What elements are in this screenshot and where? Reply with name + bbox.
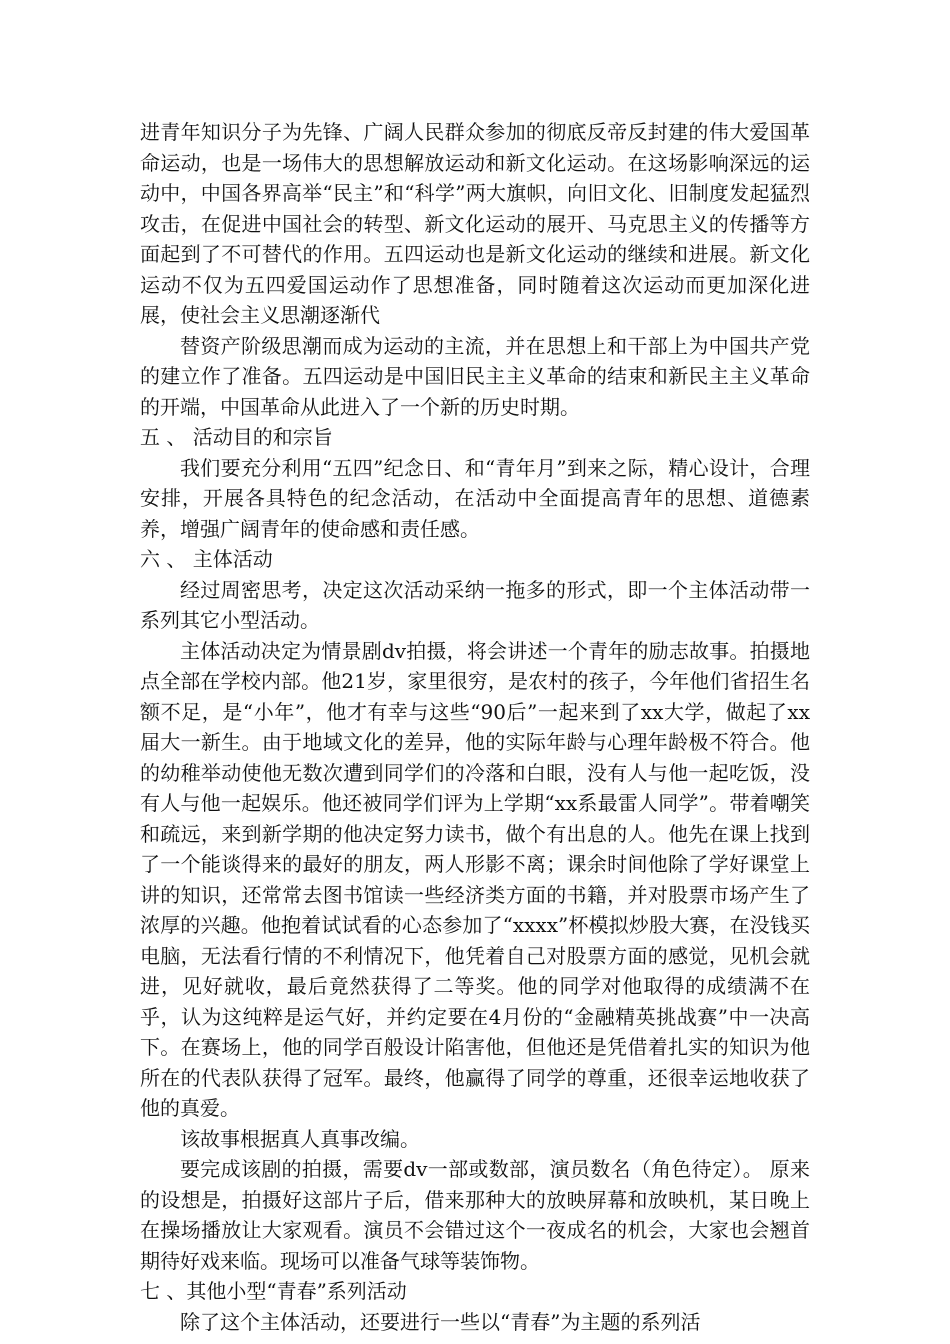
paragraph-filming-requirements: 要完成该剧的拍摄，需要dv一部或数部，演员数名（角色待定）。 原来的设想是，拍摄好这部片子后，借来那种大的放映屏幕和放映机，某日晚上在操场播放让大家观看。演员不会错过这个一夜成名的机会，大家也会翘首期待好戏来临。现场可以准备气球等装饰物。 — [140, 1157, 810, 1273]
paragraph-may-fourth-intro: 进青年知识分子为先锋、广阔人民群众参加的彻底反帝反封建的伟大爱国革命运动，也是一场伟大的思想解放运动和新文化运动。在这场影响深远的运动中，中国各界高举“民主”和“科学”两大旗帜，向旧文化、旧制度发起猛烈攻击，在促进中国社会的转型、新文化运动的展开、马克思主义的传播等方面起到了不可替代的作用。五四运动也是新文化运动的继续和进展。新文化运动不仅为五四爱国运动作了思想准备，同时随着这次运动而更加深化进展，使社会主义思潮逐渐代 — [140, 120, 810, 327]
paragraph-purpose: 我们要充分利用“五四”纪念日、和“青年月”到来之际，精心设计，合理安排，开展各具特色的纪念活动，在活动中全面提高青年的思想、道德素养，增强广阔青年的使命感和责任感。 — [140, 455, 810, 541]
paragraph-may-fourth-significance: 替资产阶级思潮而成为运动的主流，并在思想上和干部上为中国共产党的建立作了准备。五四运动是中国旧民主主义革命的结束和新民主主义革命的开端，中国革命从此进入了一个新的历史时期。 — [140, 333, 810, 419]
section-heading-other-activities: 七 、其他小型“青春”系列活动 — [140, 1279, 407, 1303]
paragraph-other-activities: 除了这个主体活动，还要进行一些以“青春”为主题的系列活 — [180, 1309, 701, 1334]
section-heading-main-activity: 六 、 主体活动 — [140, 547, 273, 571]
paragraph-story: 主体活动决定为情景剧dv拍摄，将会讲述一个青年的励志故事。拍摄地点全部在学校内部。他21岁，家里很穷，是农村的孩子，今年他们省招生名额不足，是“小年”，他才有幸与这些“90后”一起来到了xx大学，做起了xx届大一新生。由于地域文化的差异，他的实际年龄与心理年龄极不符合。他的幼稚举动使他无数次遭到同学们的冷落和白眼，没有人与他一起吃饭，没有人与他一起娱乐。他还被同学们评为上学期“xx系最雷人同学”。带着嘲笑和疏远，来到新学期的他决定努力读书，做个有出息的人。他先在课上找到了一个能谈得来的最好的朋友，两人形影不离；课余时间他除了学好课堂上讲的知识，还常常去图书馆读一些经济类方面的书籍，并对股票市场产生了浓厚的兴趣。他抱着试试看的心态参加了“xxxx”杯模拟炒股大赛，在没钱买电脑，无法看行情的不利情况下，他凭着自己对股票方面的感觉，见机会就进，见好就收，最后竟然获得了二等奖。他的同学对他取得的成绩满不在乎，认为这纯粹是运气好，并约定要在4月份的“金融精英挑战赛”中一决高下。在赛场上，他的同学百般设计陷害他，但他还是凭借着扎实的知识为他所在的代表队获得了冠军。最终，他赢得了同学的尊重，还很幸运地收获了他的真爱。 — [140, 638, 810, 1120]
section-heading-purpose: 五 、 活动目的和宗旨 — [140, 425, 333, 449]
paragraph-activity-format: 经过周密思考，决定这次活动采纳一拖多的形式，即一个主体活动带一系列其它小型活动。 — [140, 577, 810, 632]
document-body — [140, 117, 810, 1337]
paragraph-story-source: 该故事根据真人真事改编。 — [180, 1126, 420, 1151]
